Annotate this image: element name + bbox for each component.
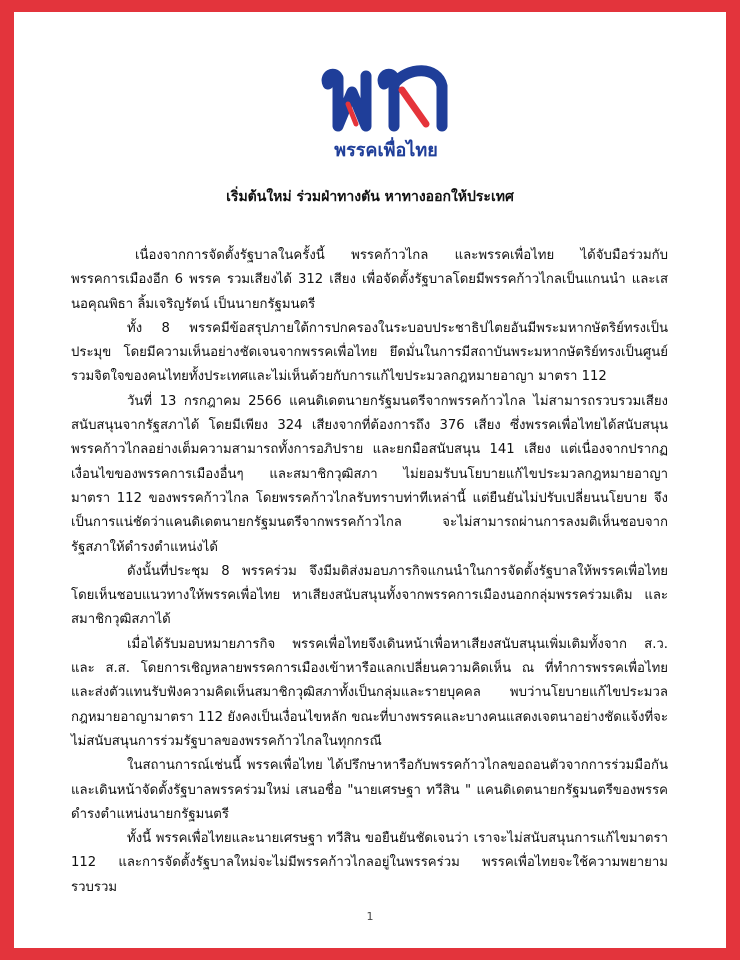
logo-icon xyxy=(318,54,454,164)
page-number: 1 xyxy=(366,910,374,923)
paragraph: เมื่อได้รับมอบหมายภารกิจ พรรคเพื่อไทยจึงเดินหน้าเพื่อหาเสียงสนับสนุนเพิ่มเติมทั้งจาก ส.ว. และ ส.ส. โดยการเชิญหลายพรรคการเมืองเข้าหารือแลกเปลี่ยนความคิดเห็น ณ ที่ทำการพรรคเพื่อไทย และส่งตัวแทนรับฟังความคิดเห็นสมาชิกวุฒิสภาทั้งเป็นกลุ่มและรายบุคคล พบว่านโยบายแก้ไขประมวลกฎหมายอาญามาตรา 112 ยังคงเป็นเงื่อนไขหลัก ขณะที่บางพรรคและบางคนแสดงเจตนาอย่างชัดแจ้งที่จะไม่สนับสนุนการร่วมรัฐบาลของพรรคก้าวไกลในทุกกรณี xyxy=(71,636,668,749)
document-title: เริ่มต้นใหม่ ร่วมฝ่าทางตัน หาทางออกให้ประเทศ xyxy=(226,189,514,205)
document-page xyxy=(14,12,726,948)
paragraph: วันที่ 13 กรกฎาคม 2566 แคนดิเดตนายกรัฐมนตรีจากพรรคก้าวไกล ไม่สามารถรวบรวมเสียงสนับสนุนจากรัฐสภาได้ โดยมีเพียง 324 เสียงจากที่ต้องการถึง 376 เสียง ซึ่งพรรคเพื่อไทยได้สนับสนุนพรรคก้าวไกลอย่างเต็มความสามารถทั้งการอภิปราย และยกมือสนับสนุน 141 เสียง แต่เนื่องจากปรากฏเงื่อนไขของพรรคการเมืองอื่นๆ และสมาชิกวุฒิสภา ไม่ยอมรับนโยบายแก้ไขประมวลกฎหมายอาญา มาตรา 112 ของพรรคก้าวไกล โดยพรรคก้าวไกลรับทราบท่าทีเหล่านี้ แต่ยืนยันไม่ปรับเปลี่ยนนโยบาย จึงเป็นการแน่ชัดว่าแคนดิเดตนายกรัฐมนตรีจากพรรคก้าวไกล จะไม่สามารถผ่านการลงมติเห็นชอบจากรัฐสภาให้ดำรงตำแหน่งได้ xyxy=(71,393,668,555)
paragraph: ทั้งนี้ พรรคเพื่อไทยและนายเศรษฐา ทวีสิน ขอยืนยันชัดเจนว่า เราจะไม่สนับสนุนการแก้ไขมาตรา 112 และการจัดตั้งรัฐบาลใหม่จะไม่มีพรรคก้าวไกลอยู่ในพรรคร่วม พรรคเพื่อไทยจะใช้ความพยายามรวบรวม xyxy=(71,831,668,895)
paragraph: เนื่องจากการจัดตั้งรัฐบาลในครั้งนี้ พรรคก้าวไกล และพรรคเพื่อไทย ได้จับมือร่วมกับ พรรคการเมืองอีก 6 พรรค รวมเสียงได้ 312 เสียง เพื่อจัดตั้งรัฐบาลโดยมีพรรคก้าวไกลเป็นแกนนำ และเสนอคุณพิธา ลิ้มเจริญรัตน์ เป็นนายกรัฐมนตรี xyxy=(71,248,668,312)
logo-wordmark: พรรคเพื่อไทย xyxy=(334,140,438,161)
pheu-thai-party-logo xyxy=(318,54,454,164)
paragraph: ดังนั้นที่ประชุม 8 พรรคร่วม จึงมีมติส่งมอบภารกิจแกนนำในการจัดตั้งรัฐบาลให้พรรคเพื่อไทย โดยเห็นชอบแนวทางให้พรรคเพื่อไทย หาเสียงสนับสนุนทั้งจากพรรคการเมืองนอกกลุ่มพรรคร่วมเดิม และสมาชิกวุฒิสภาได้ xyxy=(71,563,668,628)
paragraph: ทั้ง 8 พรรคมีข้อสรุปภายใต้การปกครองในระบอบประชาธิปไตยอันมีพระมหากษัตริย์ทรงเป็นประมุข โดยมีความเห็นอย่างชัดเจนจากพรรคเพื่อไทย ยึดมั่นในการมีสถาบันพระมหากษัตริย์ทรงเป็นศูนย์รวมจิตใจของคนไทยทั้งประเทศและไม่เห็นด้วยกับการแก้ไขประมวลกฎหมายอาญา มาตรา 112 xyxy=(71,320,668,385)
document-body xyxy=(71,244,668,900)
paragraph: ในสถานการณ์เช่นนี้ พรรคเพื่อไทย ได้ปรึกษาหารือกับพรรคก้าวไกลขอถอนตัวจากการร่วมมือกันและเดินหน้าจัดตั้งรัฐบาลพรรคร่วมใหม่ เสนอชื่อ "นายเศรษฐา ทวีสิน " แคนดิเดตนายกรัฐมนตรีของพรรค ดำรงตำแหน่งนายกรัฐมนตรี xyxy=(71,758,668,822)
